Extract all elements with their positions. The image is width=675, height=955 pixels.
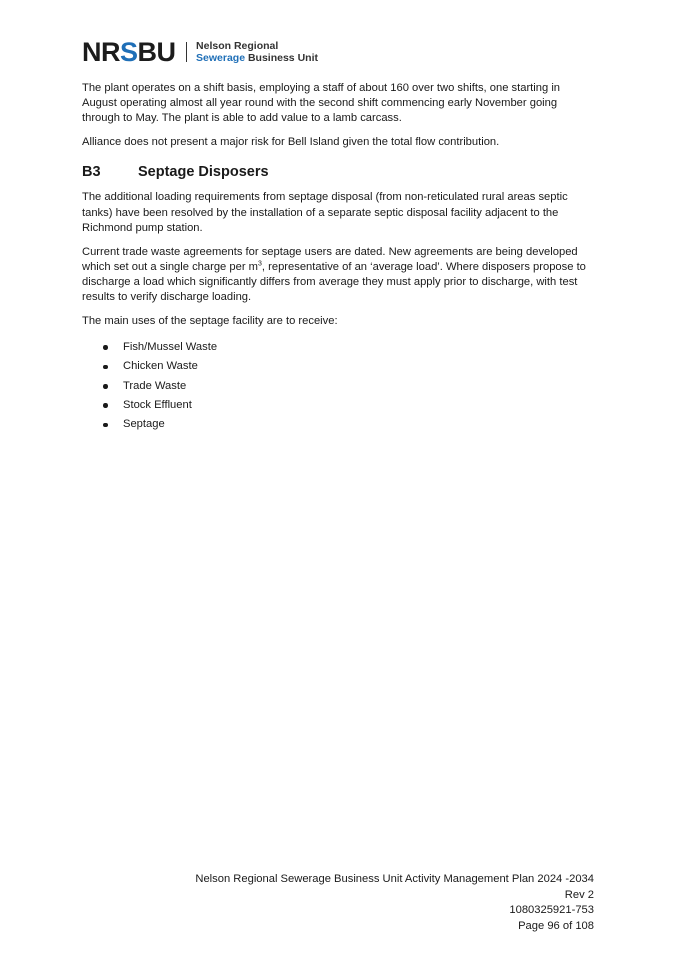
list-item [82, 415, 594, 434]
logo-divider [186, 42, 188, 62]
list-item [82, 377, 594, 396]
footer-document-id: 1080325921-753 [509, 904, 594, 916]
list-item-label: Stock Effluent [123, 398, 192, 411]
list-item-label: Septage [123, 418, 165, 431]
footer-revision: Rev 2 [564, 888, 594, 901]
logo-mark [82, 36, 176, 67]
list-item-label: Chicken Waste [123, 360, 198, 373]
logo-bu: BU [137, 36, 176, 67]
para4-part-b: , representative of an ‘average load’. Where disposers propose to discharge a load which significantly differs from average they must apply prior to discharge, with test results to verify discharge loading. [82, 260, 586, 304]
logo-text [196, 40, 318, 64]
paragraph-loading-requirements: The additional loading requirements from septage disposal (from non-reticulated rural areas septic tanks) have been resolved by the installation of a separate septic disposal facility adjacent to the Richmond pump station. [82, 191, 568, 234]
logo-line2-blue: Sewerage [196, 52, 246, 64]
section-title: Septage Disposers [138, 164, 269, 181]
bullet-icon [103, 345, 108, 350]
footer-document-title: Nelson Regional Sewerage Business Unit Activity Management Plan 2024 -2034 [195, 873, 594, 885]
paragraph-main-uses: The main uses of the septage facility are to receive: [82, 315, 338, 328]
list-item-label: Trade Waste [123, 379, 187, 392]
list-item [82, 396, 594, 415]
list-item-label: Fish/Mussel Waste [123, 340, 218, 353]
section-heading [82, 163, 594, 181]
logo-s: S [120, 36, 138, 67]
paragraph-trade-waste-agreements [82, 245, 594, 306]
nrsbu-logo [82, 38, 318, 66]
bullet-icon [103, 423, 108, 428]
septage-uses-list [82, 338, 594, 435]
logo-line2-rest: Business Unit [245, 52, 318, 64]
bullet-icon [103, 365, 108, 370]
list-item [82, 357, 594, 376]
logo-nr: NR [82, 36, 120, 67]
page-content [82, 81, 594, 435]
page-footer [195, 872, 594, 934]
logo-line2 [196, 52, 318, 64]
bullet-icon [103, 403, 108, 408]
logo-line1: Nelson Regional [196, 40, 279, 52]
footer-page-number: Page 96 of 108 [518, 919, 594, 932]
paragraph-alliance-risk: Alliance does not present a major risk for Bell Island given the total flow contribution. [82, 136, 500, 149]
bullet-icon [103, 384, 108, 389]
para4-part-a: Current trade waste agreements for septage users are dated. New agreements are being developed which set out a single charge per m [82, 245, 578, 273]
list-item [82, 338, 594, 357]
superscript-3: 3 [258, 260, 262, 268]
section-number: B3 [82, 164, 101, 181]
paragraph-shift-basis: The plant operates on a shift basis, employing a staff of about 160 over two shifts, one starting in August operating almost all year round with the second shift commencing early November going through to May. The plant is able to add value to a lamb carcass. [82, 82, 561, 125]
